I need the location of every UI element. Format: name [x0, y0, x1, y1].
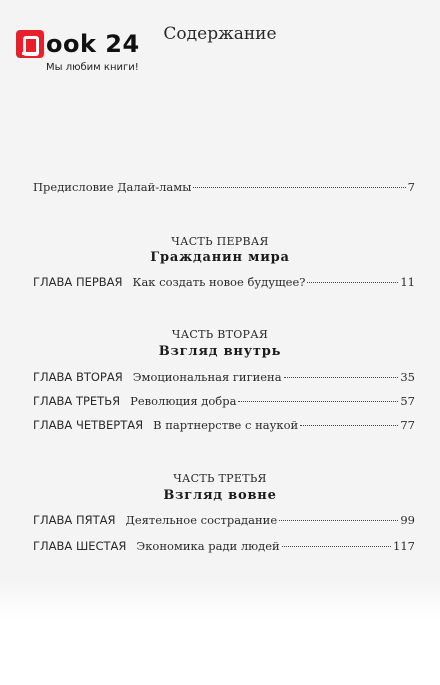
- part-label: ЧАСТЬ ВТОРАЯ: [171, 328, 269, 341]
- toc-page-number: 35: [400, 370, 415, 384]
- dot-leader: [282, 546, 391, 547]
- dot-leader: [284, 377, 399, 378]
- toc-entry-preface: [33, 180, 415, 194]
- toc-page-number: 57: [400, 394, 415, 408]
- chapter-label: ГЛАВА ТРЕТЬЯ: [33, 394, 121, 408]
- toc-page-number: 11: [400, 275, 415, 289]
- dot-leader: [279, 520, 398, 521]
- toc-entry-title: Экономика ради людей: [136, 539, 280, 553]
- toc-entry-title: Революция добра: [130, 394, 237, 408]
- toc-entry-title: Эмоциональная гигиена: [132, 370, 282, 384]
- chapter-label: ГЛАВА ПЯТАЯ: [33, 513, 116, 527]
- dot-leader: [193, 187, 405, 188]
- dot-leader: [300, 425, 398, 426]
- toc-entry: [33, 539, 415, 553]
- toc-page-number: 7: [407, 180, 415, 194]
- part-label: ЧАСТЬ ПЕРВАЯ: [171, 235, 269, 248]
- dot-leader: [238, 401, 398, 402]
- logo-text: ook 24: [46, 30, 140, 58]
- toc-entry-title: В партнерстве с наукой: [153, 418, 299, 432]
- toc-entry: [33, 370, 415, 384]
- chapter-label: ГЛАВА ЧЕТВЕРТАЯ: [33, 418, 144, 432]
- toc-entry-title: Деятельное сострадание: [125, 513, 278, 527]
- toc-page-number: 99: [400, 513, 415, 527]
- toc-page-number: 77: [400, 418, 415, 432]
- page-edge-shadow: [0, 580, 440, 620]
- toc-entry: [33, 394, 415, 408]
- chapter-label: ГЛАВА ШЕСТАЯ: [33, 539, 127, 553]
- toc-entry: [33, 275, 415, 289]
- toc-entry-title: Как создать новое будущее?: [132, 275, 306, 289]
- part-title: Взгляд внутрь: [158, 344, 282, 359]
- toc-entry-title: Предисловие Далай-ламы: [33, 180, 192, 194]
- chapter-label: ГЛАВА ПЕРВАЯ: [33, 275, 123, 289]
- toc-entry: [33, 418, 415, 432]
- toc-page-number: 117: [393, 539, 415, 553]
- chapter-label: ГЛАВА ВТОРАЯ: [33, 370, 123, 384]
- toc-entry: [33, 513, 415, 527]
- page-title: Содержание: [163, 24, 277, 44]
- part-title: Взгляд вовне: [163, 488, 277, 503]
- logo-slogan: Мы любим книги!: [46, 62, 139, 73]
- dot-leader: [307, 282, 398, 283]
- part-label: ЧАСТЬ ТРЕТЬЯ: [173, 472, 267, 485]
- part-title: Гражданин мира: [150, 250, 290, 265]
